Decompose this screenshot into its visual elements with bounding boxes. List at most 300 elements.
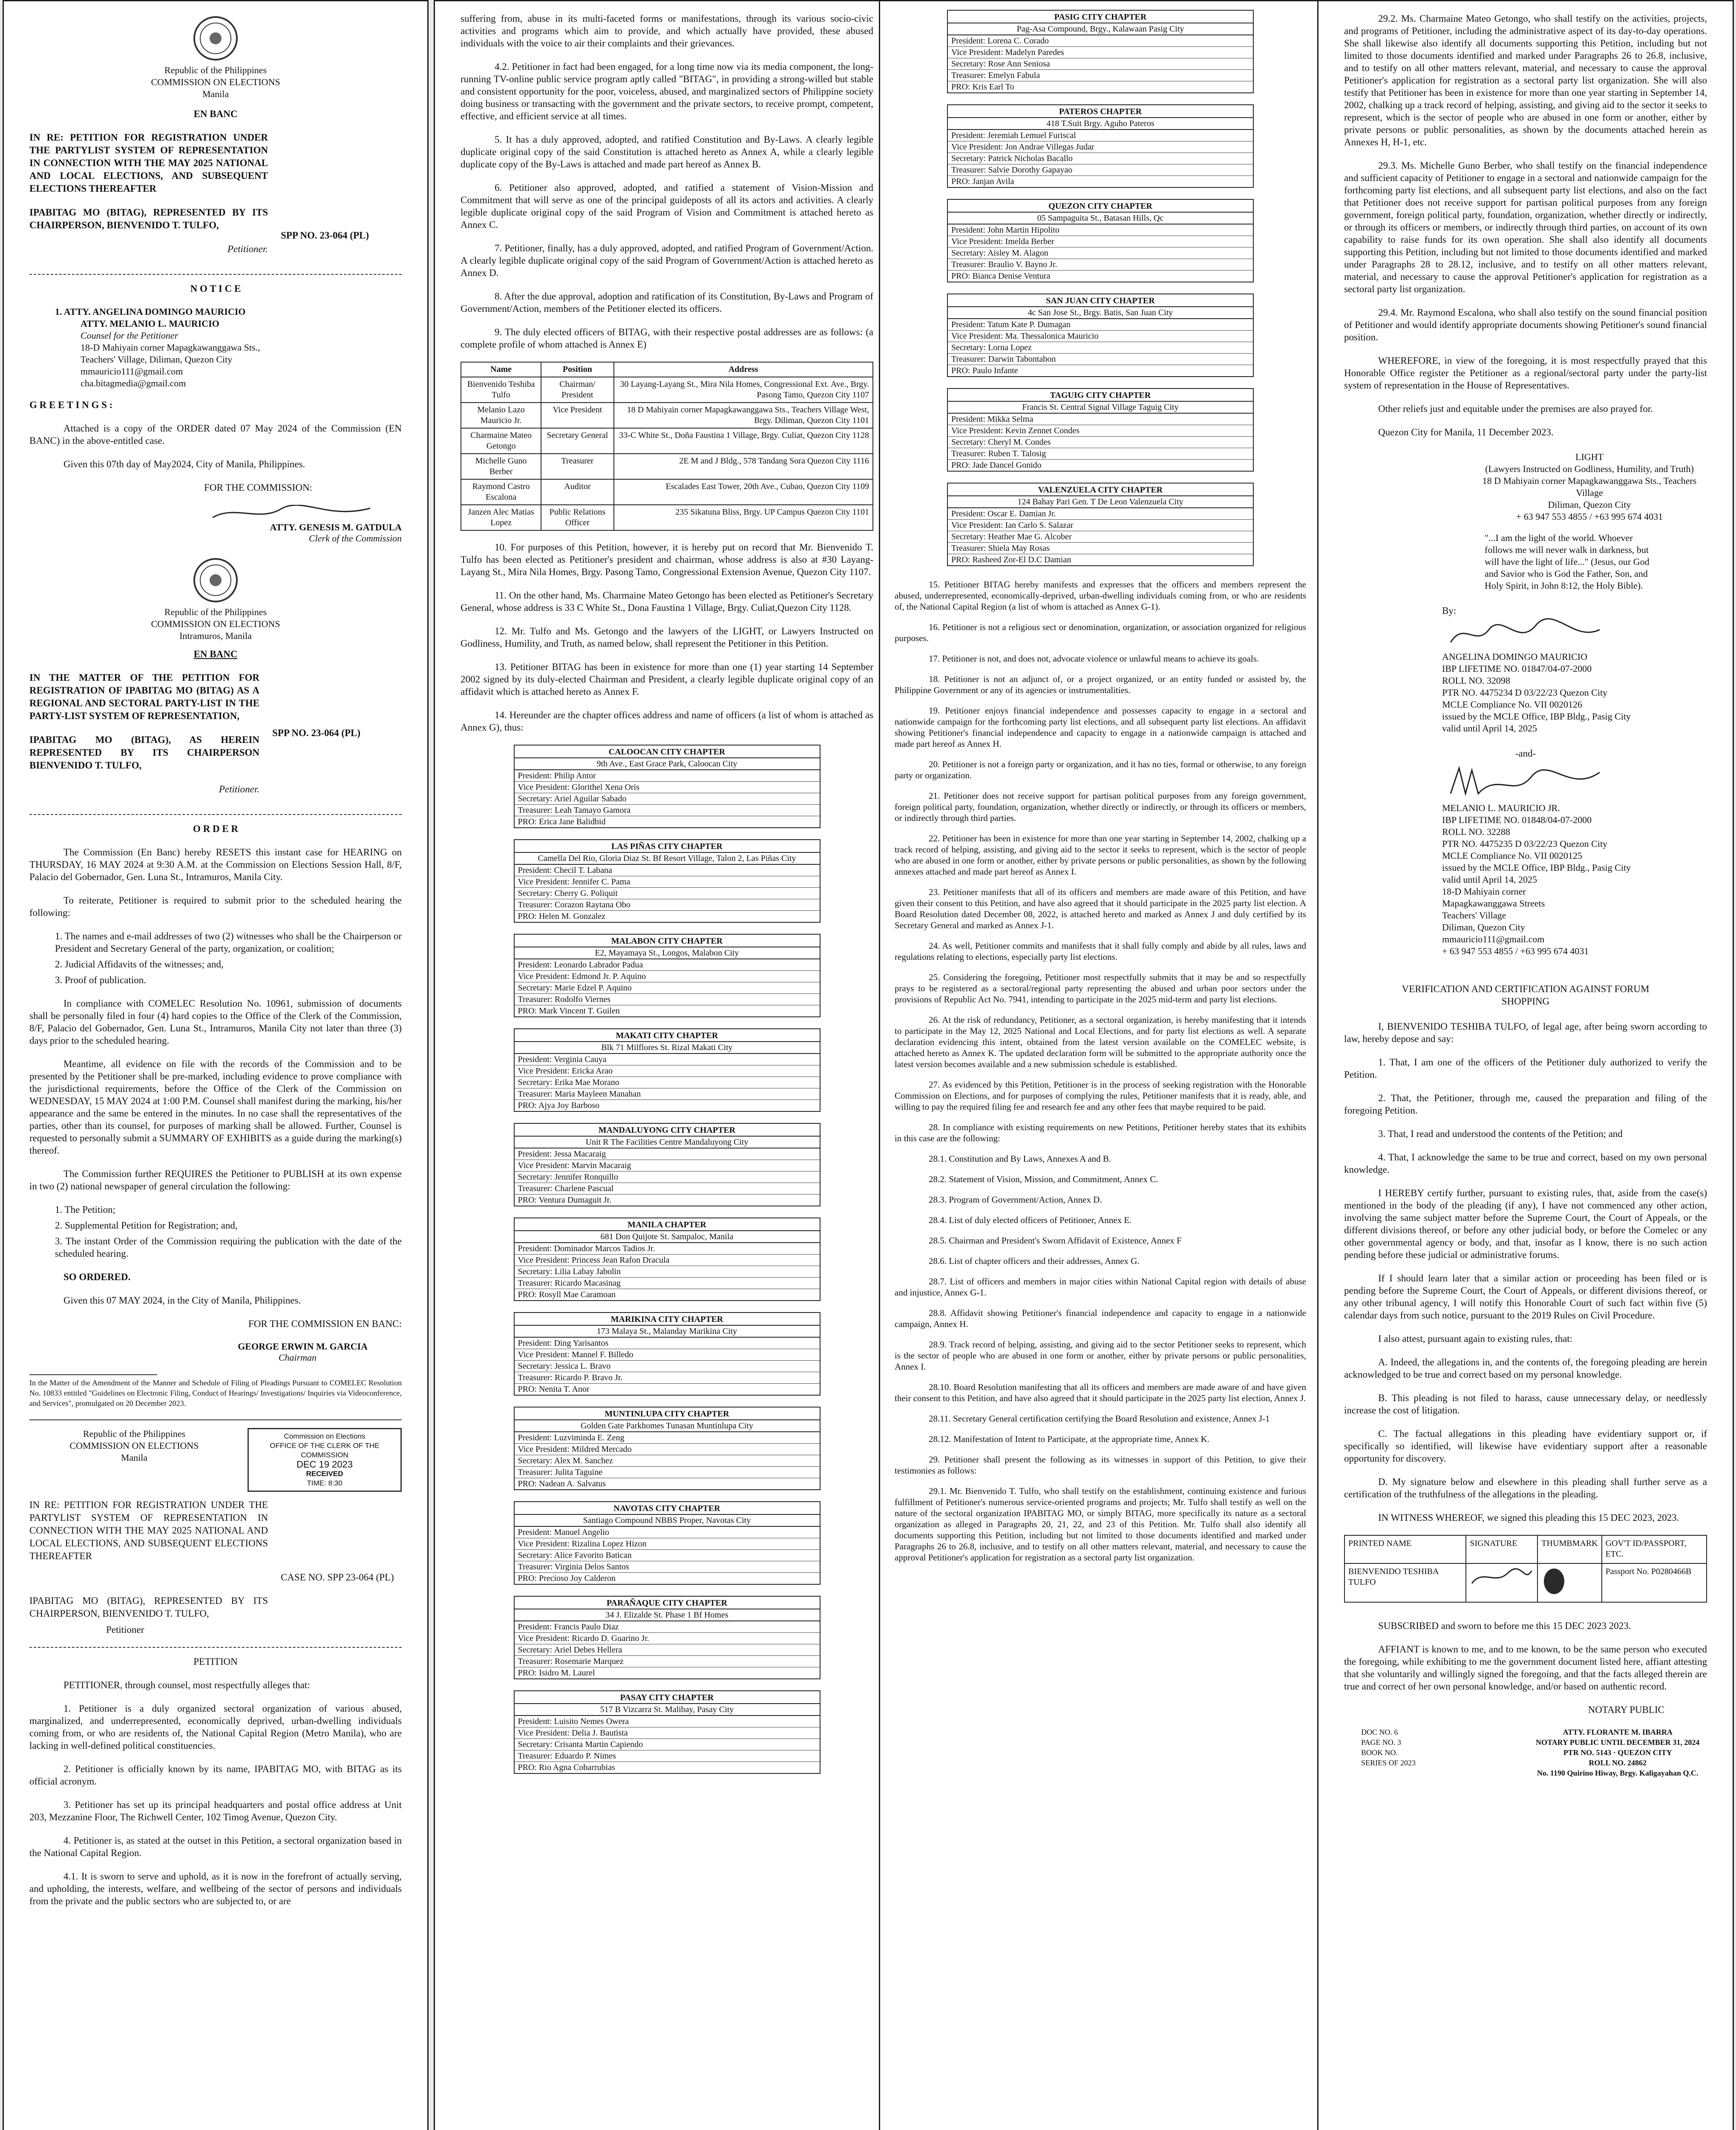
chapter-title: MARIKINA CITY CHAPTER [515, 1313, 820, 1326]
doc-number-block [1361, 1727, 1446, 1768]
chapter-officer: Vice President: Delia J. Bautista [515, 1727, 820, 1739]
chapter-box [947, 10, 1254, 93]
stamp-line: TIME: 8:30 [307, 1479, 343, 1487]
thumbmark-cell [1537, 1563, 1601, 1602]
petition-paragraph: 22. Petitioner has been in existence for more than one year starting in September 14, 2002, chalking up a track record of helping, assisting, and giving aid to the sector it seeks to represent, which is the sector of people who are abused in one form or another, either by private persons or public personalities, as shown by the following annexes attached and made part hereof as Annex I. [895, 833, 1306, 877]
petition-paragraph: 21. Petitioner does not receive support for partisan political purposes from any foreign government, foreign political party, foundation, organization, whether directly or indirectly, or through its officers or members, or indirectly through third parties. [895, 791, 1306, 823]
petition-paragraph: 20. Petitioner is not a foreign party or organization, and it has no ties, formal or otherwise, to any foreign party or organization. [895, 759, 1306, 780]
signature-cell [1466, 1563, 1537, 1602]
chapter-title: LAS PIÑAS CITY CHAPTER [515, 840, 820, 853]
chapter-officer: President: Luzviminda E. Zeng [515, 1432, 820, 1444]
chapter-title: MANILA CHAPTER [515, 1218, 820, 1231]
table-row [461, 505, 873, 530]
petition-paragraph: 26. At the risk of redundancy, Petitioner, as a sectoral organization, is hereby manifesting that it intends to participate in the May 12, 2025 National and Local Elections, and for party list elections as well. A separate declaration evidencing this intent, obtained from the latest version available on the COMELEC website, is attached hereto as Annex K. The updated declaration form will be submitted to the appropriate authority once the latest version becomes available and a new submission schedule is established. [895, 1015, 1306, 1069]
order-list-item: 2. Supplemental Petition for Registration; and, [55, 1220, 238, 1231]
case-caption: IN THE MATTER OF THE PETITION FOR REGISTRATION OF IPABITAG MO (BITAG) AS A REGIONAL AND SECTORAL PARTY-LIST IN THE PARTY-LIST SYSTEM OF REPRESENTATION, [29, 672, 259, 721]
seal-line: COMMISSION ON ELECTIONS [151, 619, 280, 629]
verification-paragraph: I, BIENVENIDO TESHIBA TULFO, of legal age, after being sworn according to law, hereby depose and say: [1344, 1021, 1707, 1044]
table-cell: 18 D Mahiyain corner Mapagkawanggawa Sts., Teachers Village West, Brgy. Diliman, Quezon City 1101 [614, 403, 873, 428]
affiant-signature [1470, 1566, 1534, 1588]
chapter-officer: President: Verginia Cauya [515, 1054, 820, 1065]
counsel-line: ROLL NO. 32288 [1442, 826, 1510, 837]
table-cell: 2E M and J Bldg., 578 Tandang Sora Quezon City 1116 [614, 454, 873, 479]
petition-paragraph: 28.5. Chairman and President's Sworn Affidavit of Existence, Annex F [929, 1235, 1182, 1246]
counsel-line: IBP LIFETIME NO. 01848/04-07-2000 [1442, 815, 1592, 825]
witness-paragraph: 29.3. Ms. Michelle Guno Berber, who shall testify on the financial independence and sufficient capacity of Petitioner to engage in a sectoral and nationwide campaign for the forthcoming party list elections, and all subsequent party list elections, and also on the fact that Petitioner does not receive support for partisan political purposes from any foreign government, foreign political party, foundation, organization, whether directly or indirectly, or through its officers or members, or indirectly through third parties, on account of its own capability to raise funds for its own operation. She shall also identify all documents supporting this Petition, including but not limited to those documents identified and marked under Paragraphs 28 to 28.12, inclusive, and to testify on all other matters relevant, material, and necessary to cause the approval Petitioner's application for registration as a sectoral party list organization. [1344, 160, 1707, 294]
counsel-line: MELANIO L. MAURICIO JR. [1442, 803, 1560, 813]
petition-intro: PETITIONER, through counsel, most respectfully alleges that: [63, 1680, 310, 1690]
table-header: THUMBMARK [1537, 1535, 1601, 1563]
chapter-box [514, 839, 820, 923]
given-line: Given this 07th day of May2024, City of Manila, Philippines. [63, 459, 305, 469]
doc-line: DOC NO. 6 [1361, 1728, 1398, 1736]
chapter-box [947, 104, 1254, 188]
chapter-officer: President: Francis Paulo Diaz [515, 1621, 820, 1633]
petitioner-label: Petitioner [106, 1624, 144, 1635]
verification-paragraph: 2. That, the Petitioner, through me, caused the preparation and filing of the foregoing Petition. [1344, 1093, 1707, 1116]
seal-line: Intramuros, Manila [179, 630, 252, 641]
seal-line: Republic of the Philippines [164, 607, 267, 617]
witness-paragraph: 29.4. Mr. Raymond Escalona, who shall also testify on the sound financial position of Petitioner and would identify appropriate documents showing Petitioner's sound financial position. [1344, 307, 1707, 343]
chapter-officer: Secretary: Heather Mae G. Alcober [948, 531, 1253, 543]
page-order-notice [3, 0, 429, 2130]
table-cell: Michelle Guno Berber [461, 454, 541, 479]
order-list-item: 1. The Petition; [55, 1204, 116, 1215]
chapter-address: 124 Bahay Pari Gen. T De Leon Valenzuela City [948, 496, 1253, 508]
and-separator: -and- [1515, 748, 1536, 759]
chapter-list [514, 745, 820, 1774]
counsel-line: IBP LIFETIME NO. 01847/04-07-2000 [1442, 663, 1592, 674]
chapter-officer: PRO: Bianca Denise Ventura [951, 271, 1051, 281]
chapter-officer: Vice President: Rizalina Lopez Hizon [515, 1538, 820, 1550]
counsel-line: ATTY. MELANIO L. MAURICIO [81, 318, 219, 329]
chapter-officer: PRO: Rasheed Zor-El D.C Damian [951, 555, 1071, 564]
table-cell: Bienvenido Teshiba Tulfo [461, 377, 541, 403]
petition-paragraph: 28.10. Board Resolution manifesting that all its officers and members are made aware of and have given their consent to this Petition, and have also agreed that it should participate in the 2025 party list election, Annex J. [895, 1382, 1306, 1403]
table-cell: 30 Layang-Layang St., Mira Nila Homes, Congressional Ext. Ave., Brgy. Pasong Tamo, Quezon City 1107 [614, 377, 873, 403]
divider [29, 274, 402, 275]
petition-paragraph: 9. The duly elected officers of BITAG, with their respective postal addresses are as follows: (a complete profile of whom attached is Annex E) [461, 327, 873, 350]
chapter-officer: President: Manuel Angelio [515, 1527, 820, 1538]
comelec-seal-icon [192, 557, 239, 604]
petition-paragraph: 18. Petitioner is not an adjunct of, or a project organized, or an entity funded or assisted by, the Philippine Government or any of its agencies or instrumentalities. [895, 674, 1306, 695]
table-cell: Charmaine Mateo Getongo [461, 428, 541, 454]
chapter-box [514, 1501, 820, 1585]
verification-paragraph: I HEREBY certify further, pursuant to existing rules, that, aside from the case(s) mentioned in the body of the pleading (if any), I have not commenced any other action, involving the same subject matter before the Supreme Court, the Court of Appeals, or the different divisions thereof, or before any other judicial body, or before the Comelec or any other governmental agency or body, and that, insofar as I know, there is no such action pending before these judicial or administrative forums. [1344, 1188, 1707, 1260]
petition-paragraph: 6. Petitioner also approved, adopted, and ratified a statement of Vision-Mission and Commitment that will serve as one of the principal guideposts of all its actors and activities. A clearly legible duplicate original copy of the said Program of Vision and Commitment is attached hereto as Annex C. [461, 182, 873, 230]
chapter-address: Pag-Asa Compound, Brgy., Kalawaan Pasig City [948, 23, 1253, 35]
petition-paragraph: 19. Petitioner enjoys financial independence and possesses capacity to engage in a sectoral and nationwide campaign for the forthcoming party list elections, and all subsequent party list elections. An affidavit showing Petitioner's financial independence and capacity to engage in a nationwide campaign is attached and made part hereof as Annex H. [895, 705, 1306, 749]
chapter-officer: Secretary: Alice Favorito Batican [515, 1550, 820, 1561]
chapter-title: NAVOTAS CITY CHAPTER [515, 1502, 820, 1515]
doc-line: SERIES OF 2023 [1361, 1759, 1416, 1767]
counsel-line: Mapagkawanggawa Streets [1442, 898, 1545, 909]
chapter-officer: President: Lorena C. Corado [948, 35, 1253, 47]
seal-line: Republic of the Philippines [83, 1428, 186, 1439]
petition-paragraph: 17. Petitioner is not, and does not, advocate violence or unlawful means to achieve its goals. [929, 653, 1259, 664]
counsel-line: 18-D Mahiyain corner [1442, 886, 1526, 897]
chapter-title: VALENZUELA CITY CHAPTER [948, 484, 1253, 496]
chapter-officer: Secretary: Rose Ann Seniosa [948, 58, 1253, 70]
chapter-officer: Treasurer: Julita Taguine [515, 1467, 820, 1478]
chapter-officer: Treasurer: Ricardo P. Bravo Jr. [515, 1372, 820, 1384]
chapter-officer: Secretary: Cheryl M. Condes [948, 437, 1253, 448]
chapter-officer: Vice President: Imelda Berber [948, 236, 1253, 248]
chapter-officer: Vice President: Ricardo D. Guarino Jr. [515, 1633, 820, 1644]
verification-paragraph: B. This pleading is not filed to harass, cause unnecessary delay, or needlessly increase the cost of litigation. [1344, 1393, 1707, 1416]
seal-line: Manila [202, 89, 229, 99]
petition-paragraph: 28.1. Constitution and By Laws, Annexes A and B. [929, 1154, 1111, 1164]
chapter-officer: Vice President: Mannel F. Billedo [515, 1349, 820, 1361]
bible-quote: "...I am the light of the world. Whoever follows me will never walk in darkness, but will have the light of life..." (Jesus, our God and Savior who is God the Father, Son, and Holy Spirit, in John 8:12, the Holy Bible). [1485, 532, 1650, 591]
chapter-title: MUNTINLUPA CITY CHAPTER [515, 1408, 820, 1420]
chapter-box [947, 294, 1254, 377]
chapter-officer: PRO: Mark Vincent T. Guilen [518, 1006, 620, 1016]
petition-paragraph: 28.7. List of officers and members in major cities within National Capital region with details of abuse and injustice, Annex G-1. [895, 1276, 1306, 1298]
chapter-address: 173 Malaya St., Malanday Marikina City [515, 1326, 820, 1338]
counsel-line: PTR NO. 4475235 D 03/22/23 Quezon City [1442, 838, 1608, 849]
table-cell: 235 Sikatuna Bliss, Brgy. UP Campus Quezon City 1101 [614, 505, 873, 530]
chapter-officer: Treasurer: Maria Mayleen Manahan [515, 1088, 820, 1100]
counsel-line: valid until April 14, 2025 [1442, 723, 1537, 734]
affiant-paragraph: AFFIANT is known to me, and to me known, to be the same person who executed the foregoing, while exhibiting to me the government document listed here, affiant attesting that she voluntarily and willingly signed the foregoing, and that the facts alleged therein are true and correct of her own personal knowledge, and/or based on authentic record. [1344, 1644, 1707, 1692]
seal-line: Manila [121, 1452, 148, 1463]
doc-line: BOOK NO. [1361, 1748, 1398, 1757]
petition-paragraph: 4.1. It is sworn to serve and uphold, as it is now in the forefront of actually serving, and upholding, the interests, welfare, and wellbeing of the sector of persons and individuals from the private and the public sectors who are subjected to, or are [29, 1871, 402, 1906]
chapter-address: 681 Don Quijote St. Sampaloc, Manila [515, 1231, 820, 1243]
table-header: Position [541, 362, 613, 377]
spp-number: SPP NO. 23-064 (PL) [281, 230, 369, 241]
petition-paragraph: 1. Petitioner is a duly organized sectoral organization of various abused, marginalized, and underrepresented, economically deprived, urban-dwelling individuals coming from, or who are residents of, the National Capital Region (Metro Manila), who are lacking in well-defined political constituencies. [29, 1703, 402, 1751]
stamp-line: RECEIVED [306, 1470, 343, 1478]
chapter-officer: Vice President: Ericka Arao [515, 1065, 820, 1077]
chapter-address: 34 J. Elizalde St. Phase 1 Bf Homes [515, 1609, 820, 1621]
chapter-officer: Secretary: Crisanta Martin Capiendo [515, 1739, 820, 1750]
petition-paragraph: 28.4. List of duly elected officers of Petitioner, Annex E. [929, 1215, 1132, 1225]
verification-paragraph: 3. That, I read and understood the contents of the Petition; and [1378, 1128, 1623, 1139]
counsel-line: mmauricio111@gmail.com [1442, 934, 1545, 944]
table-header: PRINTED NAME [1344, 1535, 1466, 1563]
counsel-line: Teachers' Village [1442, 910, 1506, 921]
petition-paragraph: 8. After the due approval, adoption and ratification of its Constitution, By-Laws and Program of Government/Action, members of the Petitioner elected its officers. [461, 291, 873, 314]
chapter-box [514, 1028, 820, 1112]
chapter-officer: Vice President: Edmond Jr. P. Aquino [515, 971, 820, 982]
chapter-officer: Treasurer: Darwin Tabontabon [948, 354, 1253, 365]
chapter-officer: Secretary: Aisley M. Alagon [948, 248, 1253, 259]
chapter-address: 9th Ave., East Grace Park, Caloocan City [515, 758, 820, 770]
firm-line: 18 D Mahiyain corner Mapagkawanggawa Sts., Teachers Village [1482, 475, 1697, 498]
for-commission-en-banc: FOR THE COMMISSION EN BANC: [248, 1318, 402, 1329]
notary-line: PTR NO. 5143 · QUEZON CITY [1563, 1748, 1672, 1757]
counsel-line: issued by the MCLE Office, IBP Bldg., Pasig City [1442, 862, 1631, 873]
chairman-name: GEORGE ERWIN M. GARCIA [238, 1341, 368, 1352]
witness-paragraph: 29.2. Ms. Charmaine Mateo Getongo, who shall testify on the activities, projects, and programs of Petitioner, including the administrative aspect of its day-to-day operations. She shall likewise also identify all documents supporting this Petition, including but not limited to those documents identified and marked under Paragraphs 26 to 26.8, inclusive, and to testify on all other matters relevant, material, and necessary to cause the approval Petitioner's application for registration as a sectoral party list organization. She will also testify that Petitioner has been in existence for more than one year starting in September 14, 2002, chalking up a track record of helping, assisting, and giving aid to the sector it seeks to represent, which is the sector of people who are abused in one form or another, either by private persons or public personalities, as shown by the documents attached herein as Annexes H, H-1, etc. [1344, 13, 1707, 147]
chapter-officer: PRO: Helen M. Gonzalez [518, 912, 606, 921]
chapter-box [947, 483, 1254, 566]
chapter-box [514, 745, 820, 828]
chapter-officer: Treasurer: Rosemarie Marquez [515, 1656, 820, 1667]
case-caption: IN RE: PETITION FOR REGISTRATION UNDER THE PARTYLIST SYSTEM OF REPRESENTATION IN CONNECTION WITH THE MAY 2025 NATIONAL AND LOCAL ELECTIONS, AND SUBSEQUENT ELECTIONS THEREAFTER [29, 1500, 268, 1561]
petition-paragraph: 27. As evidenced by this Petition, Petitioner is in the process of seeking registration with the Honorable Commission on Elections, and for purposes of complying the rules, Petitioner manifests that it is ready, able, and willing to pay the required filing fee and research fee and any other fees that maybe required to be paid. [895, 1079, 1306, 1112]
order-paragraph: The Commission further REQUIRES the Petitioner to PUBLISH at its own expense in two (2) national newspaper of general circulation the following: [29, 1169, 402, 1192]
chapter-officer: PRO: Erica Jane Balidbid [518, 817, 606, 826]
firm-line: (Lawyers Instructed on Godliness, Humility, and Truth) [1485, 463, 1694, 474]
chapter-officer: President: Leonardo Labrador Padua [515, 959, 820, 971]
chapter-title: CALOOCAN CITY CHAPTER [515, 746, 820, 758]
counsel-line: MCLE Compliance No. VII 0020126 [1442, 699, 1582, 710]
petition-paragraph: 24. As well, Petitioner commits and manifests that it shall fully comply and abide by all rules, laws and regulations relating to elections, especially party list elections. [895, 941, 1306, 962]
verification-paragraph: D. My signature below and elsewhere in this pleading shall further serve as a certification of the truthfulness of the allegations in the pleading. [1344, 1477, 1707, 1500]
so-ordered: SO ORDERED. [63, 1272, 131, 1282]
notary-stamp [1536, 1727, 1699, 1778]
clerk-name: ATTY. GENESIS M. GATDULA [270, 522, 402, 532]
chapter-officer: Treasurer: Charlene Pascual [515, 1183, 820, 1195]
counsel-line: 1. ATTY. ANGELINA DOMINGO MAURICIO [55, 306, 246, 317]
table-cell: Secretary General [541, 428, 613, 454]
chapter-officer: Treasurer: Corazon Raytana Obo [515, 899, 820, 911]
footnote-rule [29, 1374, 157, 1375]
counsel-line: valid until April 14, 2025 [1442, 874, 1537, 885]
party-caption: IPABITAG MO (BITAG), REPRESENTED BY ITS CHAIRPERSON, BIENVENIDO T. TULFO, [29, 1595, 268, 1619]
page-petition-officers [434, 0, 900, 2130]
table-cell: Public Relations Officer [541, 505, 613, 530]
chapter-list [947, 10, 1254, 566]
table-header: Name [461, 362, 541, 377]
notary-line: NOTARY PUBLIC UNTIL DECEMBER 31, 2024 [1536, 1738, 1700, 1747]
counsel-line: PTR NO. 4475234 D 03/22/23 Quezon City [1442, 687, 1608, 698]
counsel-line: Teachers' Village, Diliman, Quezon City [81, 354, 233, 365]
counsel-line: issued by the MCLE Office, IBP Bldg., Pasig City [1442, 711, 1631, 722]
order-list-item: 1. The names and e-mail addresses of two (2) witnesses who shall be the Chairperson or President and Secretary General of the party, organization, or coalition; [55, 931, 402, 954]
petition-paragraph: suffering from, abuse in its multi-faceted forms or manifestations, through its various socio-civic activities and programs which aim to provide, and which actually have provided, these abused individuals with the voice to air their complaints and their grievances. [461, 13, 873, 49]
chapter-officer: Secretary: Alex M. Sanchez [515, 1455, 820, 1467]
counsel-line: mmauricio111@gmail.com [81, 366, 183, 377]
chapter-officer: Secretary: Jessica L. Bravo [515, 1361, 820, 1372]
verification-paragraph: 1. That, I am one of the officers of the Petitioner duly authorized to verify the Petition. [1344, 1057, 1707, 1080]
chapter-officer: Secretary: Lilia Labay Jabolin [515, 1266, 820, 1278]
subscribed-line: SUBSCRIBED and sworn to before me this 15 DEC 2023 2023. [1378, 1621, 1631, 1631]
thumbmark-icon [1541, 1566, 1567, 1596]
counsel-signature [1446, 764, 1608, 802]
petition-paragraph: 15. Petitioner BITAG hereby manifests and expresses that the officers and members represent the abused, underrepresented, economically-deprived, urban-dwelling individuals coming from, or who are residents of, the National Capital Region (a list of whom is attached as Annex G-1). [895, 579, 1306, 612]
petition-paragraph: 14. Hereunder are the chapter offices address and name of officers (a list of whom is attached as Annex G), thus: [461, 710, 873, 733]
stamp-line: OFFICE OF THE CLERK OF THE COMMISSION [270, 1442, 380, 1459]
chapter-officer: Treasurer: Ruben T. Talosig [948, 448, 1253, 460]
petition-paragraph: 16. Petitioner is not a religious sect or denomination, organization, or association organized for religious purposes. [895, 622, 1306, 643]
stamp-line: DEC 19 2023 [296, 1459, 353, 1470]
counsel-line: ROLL NO. 32098 [1442, 675, 1510, 686]
chapter-officer: Vice President: Jon Andrae Villegas Judar [948, 141, 1253, 153]
firm-line: + 63 947 553 4855 / +63 995 674 4031 [1516, 511, 1663, 522]
order-heading: O R D E R [193, 823, 239, 834]
table-header: Address [614, 362, 873, 377]
petition-paragraph: 28.8. Affidavit showing Petitioner's financial independence and capacity to engage in a nationwide campaign, Annex H. [895, 1308, 1306, 1329]
chapter-officer: PRO: Isidro M. Laurel [518, 1668, 595, 1678]
chapter-officer: Treasurer: Virginia Delos Santos [515, 1561, 820, 1573]
chapter-officer: Vice President: Marvin Macaraig [515, 1160, 820, 1172]
chapter-officer: Vice President: Princess Jean Rafon Dracula [515, 1255, 820, 1266]
table-cell: Auditor [541, 479, 613, 505]
petition-paragraph: 28.9. Track record of helping, assisting, and giving aid to the sector Petitioner seeks to represent, which is the sector of people who are abused in one form or another, either by private persons or public personalities, Annex I. [895, 1339, 1306, 1372]
chapter-address: 4c San Jose St., Brgy. Batis, San Juan City [948, 307, 1253, 319]
stamp-line: Commission on Elections [284, 1432, 366, 1440]
verification-body [1344, 1020, 1707, 1524]
table-cell: BIENVENIDO TESHIBA TULFO [1344, 1563, 1466, 1602]
chapter-officer: Vice President: Kevin Zennet Condes [948, 425, 1253, 437]
chapter-officer: PRO: Precioso Joy Calderon [518, 1574, 616, 1583]
counsel-line: 18-D Mahiyain corner Mapagkawanggawa Sts., [81, 342, 260, 353]
table-row [461, 454, 873, 479]
chapter-box [947, 388, 1254, 472]
footnote: In the Matter of the Amendment of the Manner and Schedule of Filing of Pleadings Pursuant to COMELEC Resolution No. 10833 entitled "Guidelines on Electronic Filing, Conduct of Hearings/ Investigations/ Inquiries via Videoconference, and Services", promulgated on 20 December 2023. [29, 1379, 402, 1408]
chapter-officer: Treasurer: Salvie Dorothy Gapayao [948, 164, 1253, 176]
chapter-officer: President: Oscar E. Damian Jr. [948, 508, 1253, 520]
en-banc-label: EN BANC [193, 109, 238, 119]
chapter-address: 05 Sampaguita St., Batasan Hills, Qc [948, 213, 1253, 225]
petition-paragraph: 10. For purposes of this Petition, however, it is hereby put on record that Mr. Bienvenido T. Tulfo has been elected as Petitioner's president and chairman, whose address is also at #30 Layang-Layang St., Mira Nila Homes, Brgy. Pasong Tamo, Congressional Extension Avenue, Quezon City 1107. [461, 542, 873, 577]
notary-public-label: NOTARY PUBLIC [1588, 1704, 1664, 1715]
clerk-signature [208, 505, 379, 522]
table-cell: Escalades East Tower, 20th Ave., Cubao, Quezon City 1109 [614, 479, 873, 505]
divider [29, 1647, 402, 1648]
petition-paragraph: 2. Petitioner is officially known by its name, IPABITAG MO, with BITAG as its official acronym. [29, 1764, 402, 1787]
chapter-officer: Treasurer: Braulio V. Bayno Jr. [948, 259, 1253, 271]
doc-line: PAGE NO. 3 [1361, 1738, 1401, 1747]
order-paragraph: Meantime, all evidence on file with the records of the Commission and to be presented by the Petitioner shall be pre-marked, including evidence to prove compliance with the jurisdictional requirements, before the Office of the Clerk of the Commission on WEDNESDAY, 15 MAY 2024 at 1:00 P.M. Counsel shall manifest during the marking, his/her appearance and the same be entered in the minutes. In no case shall the representatives of the parties, other than its counsel, for purposes of marking shall be allowed. Further, Counsel is requested to personally submit a SUMMARY OF EXHIBITS as a guide during the marking(s) thereof. [29, 1059, 402, 1156]
petition-paragraph: 11. On the other hand, Ms. Charmaine Mateo Getongo has been elected as Petitioner's Secretary General, whose address is 33 C White St., Dona Faustina 1 Village, Brgy. Culiat,Quezon City 1128. [461, 590, 873, 613]
chapter-officer: Vice President: Mildred Mercado [515, 1444, 820, 1455]
notary-line: ROLL NO. 24862 [1589, 1759, 1647, 1767]
chapter-title: QUEZON CITY CHAPTER [948, 200, 1253, 213]
received-stamp [248, 1428, 402, 1492]
chapter-officer: Treasurer: Shiela May Rosas [948, 543, 1253, 554]
chapter-address: Golden Gate Parkhomes Tunasan Muntinlupa City [515, 1420, 820, 1432]
chapter-officer: President: Tatum Kate P. Dumagan [948, 319, 1253, 331]
petition-paragraph: 12. Mr. Tulfo and Ms. Getongo and the lawyers of the LIGHT, or Lawyers Instructed on Godliness, Humility, and Truth, as named below, shall represent the Petitioner in this Petition. [461, 626, 873, 649]
petition-paragraph: 13. Petitioner BITAG has been in existence for more than one (1) year starting 14 September 2002 signed by its duly-elected Chairman and President, a clearly legible duplicate original copy of an affidavit which is attached hereto as Annex F. [461, 662, 873, 697]
seal-line: COMMISSION ON ELECTIONS [69, 1440, 199, 1451]
party-caption: IPABITAG MO (BITAG), AS HEREIN REPRESENTED BY ITS CHAIRPERSON BIENVENIDO T. TULFO, [29, 734, 259, 771]
table-cell: Chairman/ President [541, 377, 613, 403]
divider [29, 1419, 402, 1420]
case-number: CASE NO. SPP 23-064 (PL) [281, 1572, 394, 1583]
chapter-officer: Secretary: Patrick Nicholas Bacallo [948, 153, 1253, 164]
chapter-box [514, 1312, 820, 1396]
chapter-officer: PRO: Rio Agna Cobarrubias [518, 1763, 615, 1772]
clerk-title: Clerk of the Commission [308, 533, 402, 544]
chapter-address: Francis St. Central Signal Village Taguig City [948, 402, 1253, 414]
chapter-box [514, 1596, 820, 1679]
chapter-title: PATEROS CHAPTER [948, 105, 1253, 118]
chapter-address: 517 B Vizcarra St. Malibay, Pasay City [515, 1704, 820, 1716]
counsel-line: Diliman, Quezon City [1442, 922, 1525, 933]
for-commission: FOR THE COMMISSION: [204, 482, 312, 493]
chapter-officer: Treasurer: Rodolfo Viernes [515, 994, 820, 1005]
petition-paragraph: 7. Petitioner, finally, has a duly approved, adopted, and ratified Program of Government/Action. A clearly legible duplicate original copy of the said Program of Government/Action is attached hereto as Annex D. [461, 243, 873, 278]
page-witnesses-verification [1317, 0, 1734, 2130]
officers-table-body [461, 377, 873, 530]
chapter-officer: President: Mikka Selma [948, 414, 1253, 425]
verification-paragraph: If I should learn later that a similar action or proceeding has been filed or is pending before the Supreme Court, the Court of Appeals, or different divisions thereof, or any other tribunal agency, I will notify this Honorable Court of such fact within five (5) calendar days from such notice, pursuant to the 2019 Rules on Civil Procedure. [1344, 1273, 1707, 1321]
notary-line: ATTY. FLORANTE M. IBARRA [1563, 1728, 1673, 1736]
petitioner-label: Petitioner. [219, 784, 259, 794]
petition-paragraph: 4.2. Petitioner in fact had been engaged, for a long time now via its media component, the long-running TV-online public service program aptly called "BITAG", in providing a strong-willed but stable and consistent opportunity for the poor, voiceless, abused, and marginalized sectors of Philippine society doing business or transacting with the government and the private sectors, to receive prompt, competent, effective, and efficient service at all times. [461, 61, 873, 121]
counsel-block [1442, 651, 1707, 734]
chapter-officer: Secretary: Lorna Lopez [948, 342, 1253, 354]
verification-paragraph: C. The factual allegations in this pleading have evidentiary support or, if specifically so identified, will likewise have evidentiary support after a reasonable opportunity for discovery. [1344, 1428, 1707, 1464]
chapter-officer: President: Dominador Marcos Tadios Jr. [515, 1243, 820, 1255]
chapter-officer: Treasurer: Eduardo P. Nimes [515, 1750, 820, 1762]
seal-line: COMMISSION ON ELECTIONS [151, 77, 280, 87]
chapter-box [514, 1690, 820, 1774]
counsel-line: cha.bitagmedia@gmail.com [81, 378, 186, 389]
firm-line: LIGHT [1575, 452, 1604, 462]
chapter-address: 418 T.Suit Brgy. Aguho Pateros [948, 118, 1253, 130]
seal-line: Republic of the Philippines [164, 65, 267, 75]
table-cell: Treasurer [541, 454, 613, 479]
table-cell: Raymond Castro Escalona [461, 479, 541, 505]
order-list-item: 2. Judicial Affidavits of the witnesses; and, [55, 959, 224, 970]
verification-paragraph: I also attest, pursuant again to existing rules, that: [1378, 1333, 1573, 1344]
table-cell: Janzen Alec Matias Lopez [461, 505, 541, 530]
chapter-officer: President: Checil T. Labana [515, 865, 820, 876]
counsel-line: Counsel for the Petitioner [81, 330, 178, 341]
counsel-signature [1446, 617, 1608, 651]
prayer-paragraph: WHEREFORE, in view of the foregoing, it is most respectfully prayed that this Honorable Office register the Petitioner as a regional/sectoral party under the party-list system of representation in the House of Representatives. [1344, 355, 1707, 391]
petition-paragraph: 4. Petitioner is, as stated at the outset in this Petition, a sectoral organization based in the National Capital Region. [29, 1835, 402, 1858]
en-banc-label: EN BANC [193, 649, 238, 659]
date-line: Quezon City for Manila, 11 December 2023. [1378, 427, 1554, 438]
given-line: Given this 07 MAY 2024, in the City of Manila, Philippines. [63, 1295, 301, 1306]
chapter-title: SAN JUAN CITY CHAPTER [948, 294, 1253, 307]
table-row [461, 479, 873, 505]
chapter-officer: Treasurer: Emelyn Fabula [948, 70, 1253, 81]
chapter-title: MAKATI CITY CHAPTER [515, 1029, 820, 1042]
greetings: G R E E T I N G S : [29, 400, 113, 410]
table-header: GOV'T ID/PASSPORT, ETC. [1602, 1535, 1707, 1563]
chapter-officer: Secretary: Marie Edzel P. Aquino [515, 982, 820, 994]
table-row [461, 403, 873, 428]
table-row [461, 428, 873, 454]
comelec-seal-icon [192, 15, 239, 62]
chapter-officer: President: Jeremiah Lemuel Furiscal [948, 130, 1253, 141]
petition-paragraph: 28.12. Manifestation of Intent to Participate, at the appropriate time, Annex K. [929, 1434, 1209, 1444]
table-header: SIGNATURE [1466, 1535, 1537, 1563]
table-cell: Vice President [541, 403, 613, 428]
petition-paragraph: 28. In compliance with existing requirements on new Petitions, Petitioner hereby states that its exhibits in this case are the following: [895, 1122, 1306, 1143]
chapter-title: PARAÑAQUE CITY CHAPTER [515, 1597, 820, 1609]
petition-paragraph: 3. Petitioner has set up its principal headquarters and postal office address at Unit 203, Mezzanine Floor, The Richwell Center, 102 Timog Avenue, Quezon City. [29, 1799, 402, 1822]
chapter-officer: President: Ding Yarisantos [515, 1338, 820, 1349]
petition-paragraph: 23. Petitioner manifests that all of its officers and members are made aware of this Petition, and have given their consent to this Petition, and have also agreed that it should participate in the 2025 party list election. A Board Resolution dated December 08, 2022, is attached hereto and marked as Annex J and duly certified by its Secretary General and marked as Annex J-1. [895, 887, 1306, 930]
order-paragraph: In compliance with COMELEC Resolution No. 10961, submission of documents shall be personally filed in four (4) hard copies to the Office of the Clerk of the Commission, 8/F, Palacio del Gobernador, Gen. Luna St., Intramuros, Manila City not later than three (3) days prior to the scheduled hearing. [29, 998, 402, 1046]
notary-line: No. 1190 Quirino Hiway, Brgy. Kaligayahan Q.C. [1537, 1769, 1699, 1777]
chapter-officer: Secretary: Cherry G. Poliquit [515, 888, 820, 899]
case-caption: IN RE: PETITION FOR REGISTRATION UNDER THE PARTYLIST SYSTEM OF REPRESENTATION IN CONNECTION WITH THE MAY 2025 NATIONAL AND LOCAL ELECTIONS, AND SUBSEQUENT ELECTIONS THEREAFTER [29, 132, 268, 194]
chapter-officer: Secretary: Erika Mae Morano [515, 1077, 820, 1088]
chapter-officer: PRO: Ajya Joy Barboso [518, 1101, 600, 1110]
petitioner-label: Petitioner. [227, 244, 268, 254]
chapter-officer: PRO: Kris Earl To [951, 82, 1014, 92]
chapter-address: Blk 71 Milflores St. Rizal Makati City [515, 1042, 820, 1054]
order-paragraph: To reiterate, Petitioner is required to submit prior to the scheduled hearing the following: [29, 895, 402, 918]
divider [29, 814, 402, 815]
chapter-box [514, 1218, 820, 1301]
chapter-officer: President: Philip Antor [515, 770, 820, 782]
page-chapters-allegations [879, 0, 1322, 2130]
notice-heading: N O T I C E [190, 283, 241, 294]
chapter-officer: PRO: Janjan Avila [951, 177, 1014, 186]
